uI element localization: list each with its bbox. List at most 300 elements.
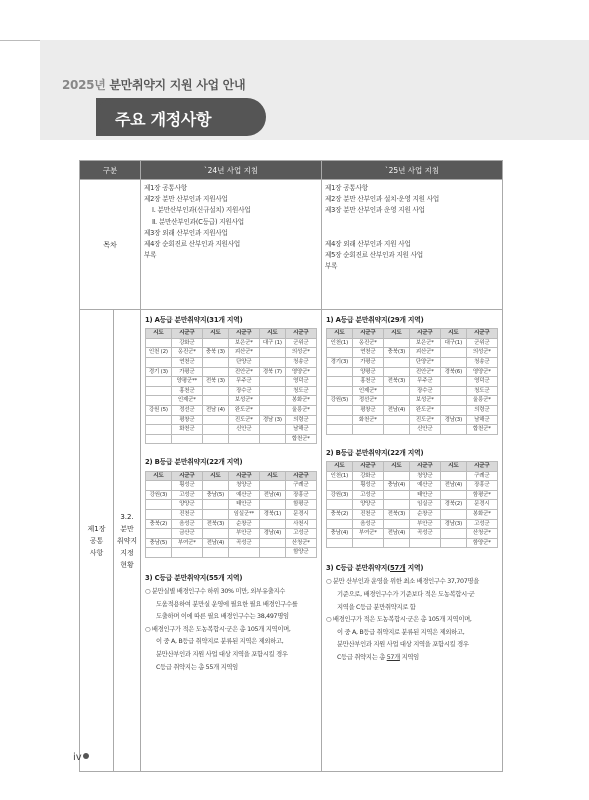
province-cell <box>440 405 466 415</box>
region-row <box>327 529 498 539</box>
county-cell: 곡성군 <box>409 529 440 539</box>
toc-new-spacer <box>325 217 499 228</box>
sub-header-cell: 시군구 <box>466 329 497 339</box>
county-cell: 신안군 <box>228 425 259 435</box>
county-cell: 완도군* <box>409 405 440 415</box>
province-cell <box>146 548 172 558</box>
region-row <box>327 396 498 406</box>
region-row <box>146 377 317 387</box>
col-header-2025: `25년 사업 지침 <box>322 161 503 180</box>
county-cell: 장흥군 <box>285 490 316 500</box>
province-cell: 인천 (2) <box>146 348 172 358</box>
province-cell <box>202 425 228 435</box>
province-cell <box>202 338 228 348</box>
region-row <box>146 548 317 558</box>
county-cell: 군위군 <box>466 338 497 348</box>
comparison-table <box>79 160 503 772</box>
province-cell <box>259 481 285 491</box>
province-cell: 경남(4) <box>259 529 285 539</box>
label-line: 현황 <box>120 560 134 569</box>
region-row <box>327 538 498 548</box>
county-cell: 가평군 <box>352 357 383 367</box>
province-cell <box>327 377 353 387</box>
b-old-table <box>145 471 317 558</box>
province-cell <box>383 357 409 367</box>
county-cell: 임실군 <box>409 500 440 510</box>
province-cell <box>146 434 172 444</box>
province-cell: 전북 (3) <box>202 377 228 387</box>
region-row <box>327 357 498 367</box>
county-cell: 의성군* <box>466 348 497 358</box>
c-old-line: ○ 배경인구가 적은 도농복합시·군은 총 105개 지역이며, <box>145 625 291 633</box>
province-cell <box>146 415 172 425</box>
region-row <box>146 405 317 415</box>
province-cell <box>259 425 285 435</box>
county-cell: 진도군* <box>409 415 440 425</box>
county-cell: 부여군* <box>171 538 202 548</box>
sub-header-cell: 시군구 <box>352 329 383 339</box>
c-new-title <box>326 563 498 574</box>
province-cell: 대구 (1) <box>259 338 285 348</box>
county-cell: 구례군 <box>466 471 497 481</box>
county-cell: 함양군* <box>466 538 497 548</box>
province-cell: 전남(4) <box>383 529 409 539</box>
sub-header-row <box>327 461 498 471</box>
county-cell: 보은군* <box>409 338 440 348</box>
region-row <box>146 425 317 435</box>
row-label-toc: 목차 <box>80 180 141 310</box>
county-cell: 청양군 <box>228 481 259 491</box>
county-cell: 정선군 <box>171 405 202 415</box>
sub-header-cell: 시군구 <box>409 461 440 471</box>
sub-header-cell: 시도 <box>202 471 228 481</box>
sub-header-cell: 시도 <box>440 329 466 339</box>
region-row <box>327 367 498 377</box>
county-cell: 홍천군 <box>352 377 383 387</box>
region-row <box>327 405 498 415</box>
county-cell: 영양군* <box>285 367 316 377</box>
region-row <box>146 481 317 491</box>
province-cell <box>259 357 285 367</box>
province-cell <box>383 538 409 548</box>
c-old-line: 도움적용하여 분만실 운영에 필요한 필요 배경인구수를 <box>156 600 298 608</box>
toc-old-cell <box>141 180 322 310</box>
c-old-line: ○ 분만실별 배경인구수 하위 30% 미만, 외부유출지수 <box>145 588 286 596</box>
province-cell: 경기 (3) <box>146 367 172 377</box>
province-cell <box>440 386 466 396</box>
a-old-table <box>145 328 317 444</box>
county-cell: 보은군* <box>228 338 259 348</box>
county-cell: 예산군 <box>228 490 259 500</box>
region-row <box>146 357 317 367</box>
province-cell <box>327 425 353 435</box>
designation-new-cell <box>322 310 503 772</box>
province-cell <box>202 548 228 558</box>
province-cell <box>259 500 285 510</box>
header-text: 분만취약지 지원 사업 안내 <box>109 78 246 92</box>
province-cell: 전북(3) <box>383 509 409 519</box>
toc-new-spacer <box>325 228 499 239</box>
province-cell: 강원(3) <box>146 490 172 500</box>
county-cell: 고성군 <box>285 529 316 539</box>
province-cell <box>259 519 285 529</box>
county-cell: 장수군 <box>409 386 440 396</box>
county-cell: 음성군 <box>352 519 383 529</box>
toc-old-line: 제1장 공통사항 <box>144 184 187 192</box>
province-cell <box>383 425 409 435</box>
row-label-section <box>114 310 141 772</box>
province-cell <box>383 367 409 377</box>
province-cell <box>327 405 353 415</box>
province-cell <box>146 509 172 519</box>
region-row <box>327 415 498 425</box>
county-cell: 횡성군 <box>352 481 383 491</box>
toc-old-line: 제2장 분만 산부인과 지원사업 <box>144 195 228 204</box>
c-old-line: C등급 취약지는 총 55개 지역임 <box>156 663 238 671</box>
c-old-text <box>145 586 317 674</box>
sub-header-row <box>327 329 498 339</box>
sub-header-cell: 시도 <box>440 461 466 471</box>
label-line: 공통 <box>89 536 104 545</box>
toc-new-line: 제2장 분만 산부인과 설치·운영 지원 사업 <box>325 195 440 204</box>
county-cell: 청송군 <box>285 357 316 367</box>
region-row <box>327 509 498 519</box>
province-cell: 인천(1) <box>327 338 353 348</box>
b-old-title: 2) B등급 분만취약지(22개 지역) <box>145 458 243 467</box>
section-banner-title: 주요 개정사항 <box>115 110 212 129</box>
province-cell: 강원(5) <box>327 396 353 406</box>
county-cell: 화천군* <box>352 415 383 425</box>
county-cell: 예산군 <box>409 481 440 491</box>
region-row <box>146 434 317 444</box>
sub-header-cell: 시군구 <box>352 461 383 471</box>
province-cell: 충남(4) <box>327 529 353 539</box>
county-cell: 합천군* <box>466 425 497 435</box>
c-new-title-count: 57개 <box>390 564 406 573</box>
b-new-title: 2) B등급 분만취약지(22개 지역) <box>326 448 424 457</box>
county-cell: 문경시 <box>466 500 497 510</box>
county-cell: 영양군* <box>466 367 497 377</box>
sub-header-cell: 시군구 <box>409 329 440 339</box>
sub-header-cell: 시군구 <box>285 329 316 339</box>
county-cell: 구례군 <box>285 481 316 491</box>
province-cell: 강원 (5) <box>146 405 172 415</box>
page-dot <box>83 753 89 759</box>
region-row <box>327 500 498 510</box>
c-new-line <box>326 652 498 665</box>
county-cell: 청도군 <box>285 386 316 396</box>
toc-old-line: 제3장 외래 산부인과 지원사업 <box>144 228 228 237</box>
province-cell <box>202 367 228 377</box>
province-cell <box>202 415 228 425</box>
province-cell <box>146 500 172 510</box>
county-cell: 진천군 <box>352 509 383 519</box>
county-cell: 남해군 <box>285 425 316 435</box>
sub-header-cell: 시군구 <box>171 471 202 481</box>
c-new-line: ○ 배경인구가 적은 도농복합시·군은 총 105개 지역이며, <box>326 616 472 624</box>
col-header-2024: `24년 사업 지침 <box>141 161 322 180</box>
county-cell: 고성군 <box>352 490 383 500</box>
county-cell: 양양군 <box>171 500 202 510</box>
province-cell: 전남(4) <box>440 481 466 491</box>
province-cell <box>327 481 353 491</box>
county-cell: 태안군 <box>228 500 259 510</box>
region-row <box>146 396 317 406</box>
province-cell: 전남(4) <box>202 538 228 548</box>
county-cell: 가평군 <box>171 367 202 377</box>
province-cell: 전북(3) <box>202 519 228 529</box>
county-cell: 완도군* <box>228 405 259 415</box>
county-cell: 청양군 <box>409 471 440 481</box>
county-cell <box>228 548 259 558</box>
county-cell: 무주군 <box>409 377 440 387</box>
county-cell: 함양군 <box>285 548 316 558</box>
region-row <box>327 386 498 396</box>
county-cell: 함평군* <box>466 490 497 500</box>
province-cell <box>146 529 172 539</box>
county-cell: 청송군 <box>466 357 497 367</box>
region-row <box>146 367 317 377</box>
page-header-title <box>62 76 245 93</box>
province-cell: 경북(2) <box>440 500 466 510</box>
province-cell: 전남 (4) <box>202 405 228 415</box>
region-row <box>146 490 317 500</box>
county-cell: 단양군* <box>409 357 440 367</box>
county-cell: 진안군* <box>409 367 440 377</box>
label-line: 사항 <box>89 548 104 557</box>
county-cell: 청도군 <box>466 386 497 396</box>
province-cell: 전북(3) <box>383 377 409 387</box>
region-row <box>327 338 498 348</box>
province-cell <box>327 367 353 377</box>
county-cell: 의령군 <box>285 415 316 425</box>
province-cell: 충북(3) <box>383 348 409 358</box>
province-cell <box>146 396 172 406</box>
county-cell: 장흥군 <box>466 481 497 491</box>
c-old-title: 3) C등급 분만취약지(55개 지역) <box>145 573 243 582</box>
sub-header-cell: 시도 <box>327 329 353 339</box>
header-rule <box>0 40 40 41</box>
county-cell: 화천군 <box>171 425 202 435</box>
toc-new-line: 제1장 공통사항 <box>325 184 368 192</box>
province-cell <box>440 509 466 519</box>
province-cell: 충북(2) <box>146 519 172 529</box>
toc-new-cell <box>322 180 503 310</box>
county-cell: 강화군 <box>171 338 202 348</box>
province-cell <box>327 519 353 529</box>
region-row <box>327 425 498 435</box>
c-new-line: 분만산부인과 지원 사업 대상 지역을 포함시킬 경우 <box>337 641 469 649</box>
province-cell <box>202 481 228 491</box>
sub-header-cell: 시군구 <box>228 329 259 339</box>
region-row <box>146 509 317 519</box>
county-cell: 산청군* <box>285 538 316 548</box>
county-cell: 양평군 <box>352 367 383 377</box>
province-cell <box>146 357 172 367</box>
sub-header-cell: 시도 <box>259 471 285 481</box>
label-line: 3.2. <box>120 512 134 521</box>
sub-header-cell: 시도 <box>259 329 285 339</box>
county-cell: 진안군* <box>228 367 259 377</box>
province-cell: 충남(4) <box>383 481 409 491</box>
province-cell: 경남(3) <box>440 519 466 529</box>
county-cell: 괴산군* <box>228 348 259 358</box>
region-row <box>146 348 317 358</box>
c-old-line: 분만산부인과 지원 사업 대상 지역을 포함시킬 경우 <box>156 651 288 659</box>
c-new-line: 지역을 C등급 분만취약지로 함 <box>337 603 416 611</box>
province-cell <box>327 386 353 396</box>
county-cell: 양양군 <box>352 500 383 510</box>
county-cell: 무주군 <box>228 377 259 387</box>
region-row <box>146 338 317 348</box>
header-year: 2025년 <box>62 78 106 92</box>
county-cell: 보성군* <box>409 396 440 406</box>
c-old-line: 도출하며 이에 따른 필요 배경인구수는 38,497명임 <box>156 613 289 621</box>
a-old-title: 1) A등급 분만취약지(31개 지역) <box>145 316 243 324</box>
province-cell <box>146 377 172 387</box>
sub-header-cell: 시군구 <box>171 329 202 339</box>
county-cell: 고성군 <box>171 490 202 500</box>
region-row <box>146 538 317 548</box>
county-cell: 부안군 <box>228 529 259 539</box>
county-cell: 평창군 <box>171 415 202 425</box>
region-row <box>327 348 498 358</box>
page-number: iv <box>73 752 82 763</box>
province-cell <box>259 538 285 548</box>
designation-old-cell <box>141 310 322 772</box>
province-cell <box>383 471 409 481</box>
province-cell <box>440 529 466 539</box>
county-cell: 음성군 <box>171 519 202 529</box>
toc-old-line: Ⅰ. 분만산부인과(신규설치) 지원사업 <box>152 206 251 215</box>
county-cell: 의령군 <box>466 405 497 415</box>
toc-new-line: 제5장 순회진료 산부인과 지원 사업 <box>325 251 423 260</box>
region-row <box>146 529 317 539</box>
province-cell: 경북(6) <box>440 367 466 377</box>
province-cell: 경남(3) <box>440 415 466 425</box>
province-cell <box>202 500 228 510</box>
county-cell: 의성군* <box>285 348 316 358</box>
sub-header-cell: 시도 <box>202 329 228 339</box>
province-cell <box>383 490 409 500</box>
province-cell <box>146 338 172 348</box>
county-cell: 홍천군 <box>171 386 202 396</box>
sub-header-row <box>146 471 317 481</box>
region-row <box>327 490 498 500</box>
county-cell: 군위군 <box>285 338 316 348</box>
province-cell <box>440 348 466 358</box>
county-cell: 순창군 <box>228 519 259 529</box>
county-cell: 영덕군 <box>285 377 316 387</box>
province-cell <box>259 386 285 396</box>
province-cell <box>202 509 228 519</box>
county-cell: 옹진군* <box>171 348 202 358</box>
county-cell: 연천군 <box>352 348 383 358</box>
c-new-last-part: C등급 취약지는 총 <box>337 654 387 662</box>
county-cell: 인제군* <box>171 396 202 406</box>
province-cell: 강원(3) <box>327 490 353 500</box>
province-cell <box>202 434 228 444</box>
province-cell <box>440 357 466 367</box>
province-cell: 충북(2) <box>327 509 353 519</box>
county-cell: 부여군* <box>352 529 383 539</box>
province-cell <box>202 386 228 396</box>
b-new-table <box>326 461 498 548</box>
toc-new-line: 부록 <box>325 262 338 271</box>
county-cell: 곡성군 <box>228 538 259 548</box>
province-cell <box>327 348 353 358</box>
province-cell <box>202 396 228 406</box>
sub-header-cell: 시도 <box>383 329 409 339</box>
county-cell <box>171 548 202 558</box>
c-new-line: 기준으로, 배경인구수가 기준보다 적은 도농복합시·군 <box>337 591 475 599</box>
region-row <box>327 519 498 529</box>
sub-header-row <box>146 329 317 339</box>
province-cell <box>259 377 285 387</box>
province-cell: 경남 (3) <box>259 415 285 425</box>
county-cell: 울릉군* <box>466 396 497 406</box>
province-cell <box>383 396 409 406</box>
county-cell: 보성군* <box>228 396 259 406</box>
county-cell: 남해군 <box>466 415 497 425</box>
c-new-text <box>326 576 498 664</box>
county-cell: 신안군 <box>409 425 440 435</box>
county-cell <box>409 538 440 548</box>
county-cell: 단양군 <box>228 357 259 367</box>
province-cell <box>259 434 285 444</box>
province-cell: 충남(5) <box>146 538 172 548</box>
c-new-last-part: 지역임 <box>399 654 419 662</box>
toc-new-line: 제3장 분만 산부인과 운영 지원 사업 <box>325 206 425 215</box>
region-row <box>327 377 498 387</box>
county-cell: 봉화군* <box>285 396 316 406</box>
province-cell: 충북 (3) <box>202 348 228 358</box>
province-cell <box>440 377 466 387</box>
province-cell: 전남(4) <box>383 405 409 415</box>
toc-new-line: 제4장 외래 산부인과 지원 사업 <box>325 239 411 248</box>
region-row <box>146 386 317 396</box>
province-cell <box>440 471 466 481</box>
province-cell <box>440 425 466 435</box>
region-row <box>327 481 498 491</box>
province-cell <box>146 386 172 396</box>
province-cell <box>259 405 285 415</box>
county-cell: 사천시 <box>285 519 316 529</box>
county-cell: 함평군 <box>285 500 316 510</box>
label-line: 제1장 <box>87 524 106 533</box>
c-new-title-part: 지역) <box>405 564 424 573</box>
province-cell: 전남(4) <box>259 490 285 500</box>
county-cell: 금산군 <box>171 529 202 539</box>
province-cell <box>440 396 466 406</box>
province-cell <box>327 415 353 425</box>
county-cell: 양평군** <box>171 377 202 387</box>
sub-header-cell: 시도 <box>383 461 409 471</box>
c-new-line: ○ 분만 산부인과 운영을 위한 최소 배경인구수 37,707명을 <box>326 578 479 586</box>
county-cell: 태안군 <box>409 490 440 500</box>
province-cell <box>259 396 285 406</box>
province-cell <box>383 500 409 510</box>
county-cell: 인제군* <box>352 386 383 396</box>
county-cell: 강화군 <box>352 471 383 481</box>
region-row <box>146 519 317 529</box>
county-cell: 산청군* <box>466 529 497 539</box>
c-old-line: 이 중 A, B등급 취약지로 분류된 지역은 제외하고, <box>156 638 284 646</box>
c-new-last-count: 57개 <box>386 654 400 662</box>
county-cell: 순창군 <box>409 509 440 519</box>
province-cell: 충남(5) <box>202 490 228 500</box>
sub-header-cell: 시군구 <box>466 461 497 471</box>
